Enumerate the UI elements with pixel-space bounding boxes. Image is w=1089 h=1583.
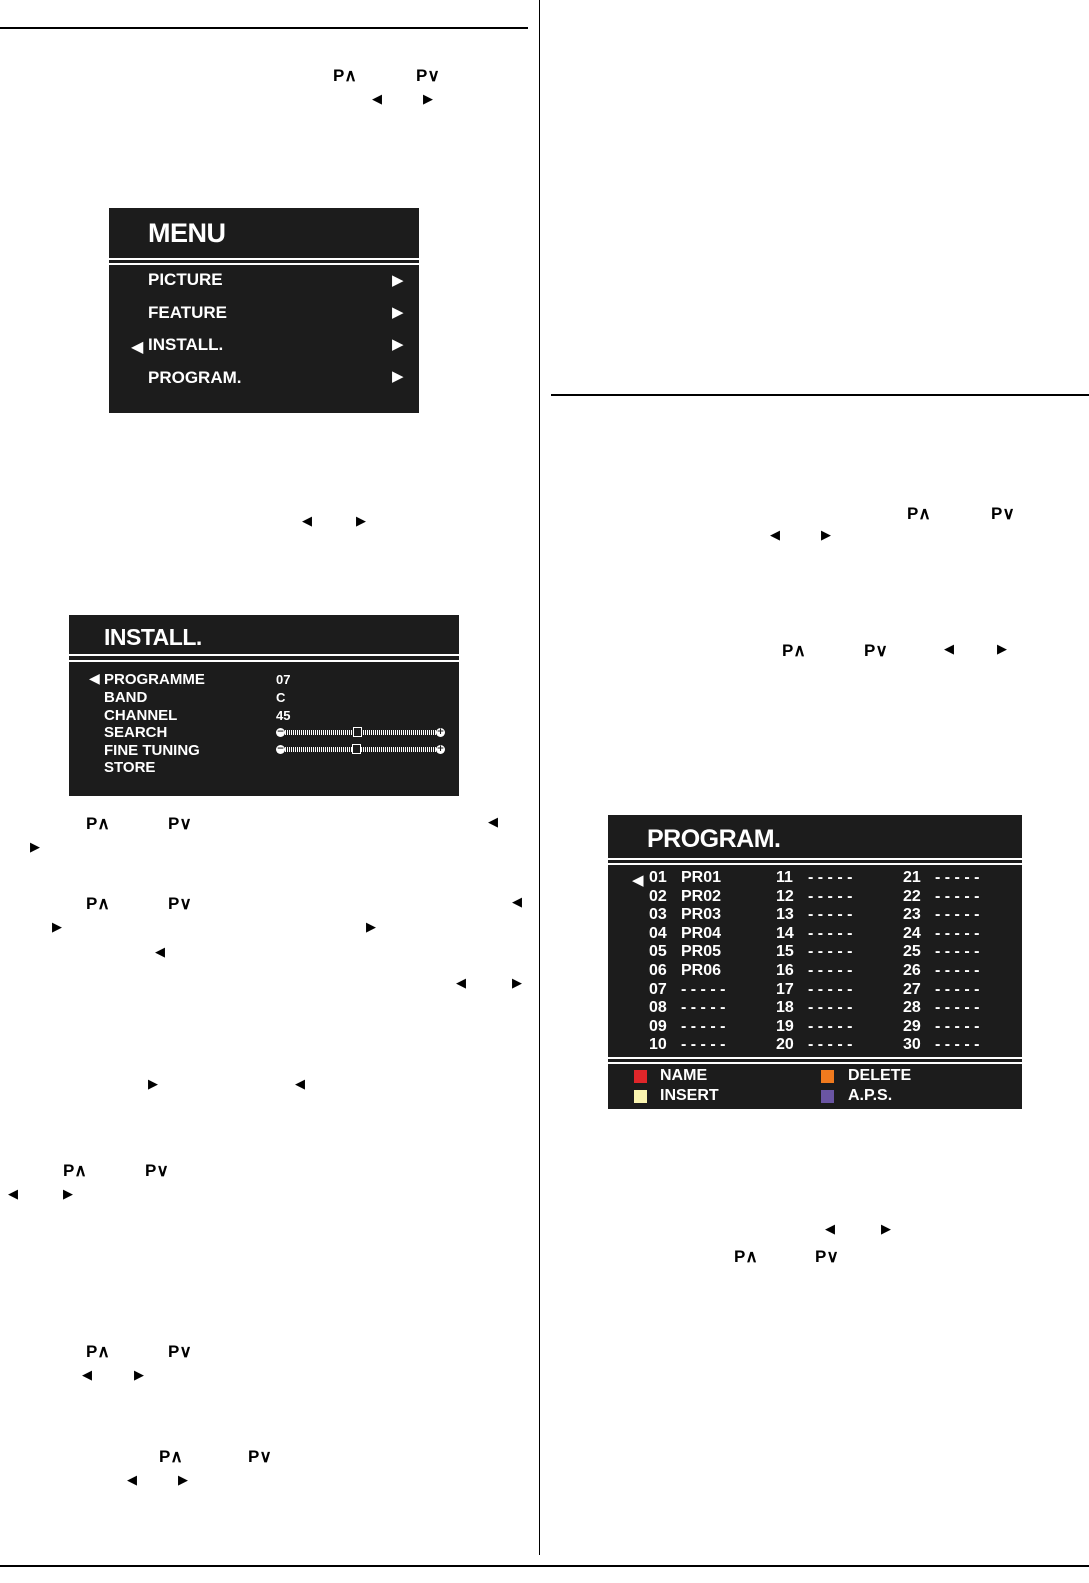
program-name: - - - - - bbox=[808, 943, 853, 961]
left-key-icon: ◀ bbox=[825, 1222, 835, 1237]
p-down-key-icon: P∨ bbox=[168, 814, 192, 833]
p-up-key-icon: P∧ bbox=[734, 1247, 758, 1266]
red-key-swatch bbox=[634, 1070, 647, 1083]
program-list-item[interactable] bbox=[649, 962, 721, 980]
left-key-icon: ◀ bbox=[372, 92, 382, 107]
yellow-key-swatch bbox=[634, 1090, 647, 1103]
program-name: - - - - - bbox=[808, 1017, 853, 1035]
menu-divider bbox=[109, 258, 419, 260]
right-key-icon: ▶ bbox=[63, 1187, 73, 1202]
p-down-key-icon: P∨ bbox=[168, 1342, 192, 1361]
p-down-key-icon: P∨ bbox=[991, 504, 1015, 523]
program-name: - - - - - bbox=[808, 906, 853, 924]
program-list-item[interactable] bbox=[776, 981, 852, 999]
program-number: 14 bbox=[776, 924, 794, 942]
install-value-channel: 45 bbox=[276, 708, 291, 723]
left-key-icon: ◀ bbox=[488, 815, 498, 830]
program-name: PR06 bbox=[681, 962, 722, 979]
legend-delete[interactable]: DELETE bbox=[848, 1067, 912, 1084]
p-up-key-icon: P∧ bbox=[86, 894, 110, 913]
program-name: - - - - - bbox=[808, 962, 853, 979]
program-list-item[interactable] bbox=[776, 906, 852, 924]
program-number: 27 bbox=[903, 980, 921, 998]
search-slider[interactable] bbox=[276, 728, 445, 736]
program-number: 30 bbox=[903, 1036, 921, 1054]
install-selection-icon: ◀ bbox=[89, 671, 100, 687]
program-name: - - - - - bbox=[808, 924, 853, 942]
left-key-icon: ◀ bbox=[155, 945, 165, 960]
program-list-item[interactable] bbox=[903, 999, 979, 1017]
program-number: 22 bbox=[903, 887, 921, 905]
program-name: - - - - - bbox=[681, 999, 726, 1017]
p-up-key-icon: P∧ bbox=[907, 504, 931, 523]
program-number: 15 bbox=[776, 943, 794, 961]
menu-item-install[interactable]: INSTALL. bbox=[148, 335, 224, 354]
left-key-icon: ◀ bbox=[302, 514, 312, 529]
p-up-key-icon: P∧ bbox=[86, 814, 110, 833]
program-name: - - - - - bbox=[935, 887, 980, 905]
program-number: 12 bbox=[776, 887, 794, 905]
left-key-icon: ◀ bbox=[8, 1187, 18, 1202]
program-list-item[interactable] bbox=[649, 1036, 725, 1054]
program-list-item[interactable] bbox=[903, 943, 979, 961]
submenu-arrow-icon: ▶ bbox=[392, 303, 404, 321]
right-key-icon: ▶ bbox=[366, 920, 376, 935]
p-down-key-icon: P∨ bbox=[864, 641, 888, 660]
program-number: 01 bbox=[649, 869, 667, 886]
program-name: - - - - - bbox=[935, 1036, 980, 1054]
install-value-band: C bbox=[276, 690, 286, 705]
program-list-item[interactable] bbox=[776, 962, 852, 980]
install-label-programme[interactable]: PROGRAMME bbox=[104, 671, 205, 688]
install-value-programme: 07 bbox=[276, 672, 291, 687]
fine-tuning-slider-knob[interactable] bbox=[352, 744, 361, 754]
program-name: - - - - - bbox=[935, 906, 980, 924]
program-list-item[interactable] bbox=[649, 888, 721, 906]
program-divider-2 bbox=[608, 863, 1022, 865]
install-divider-2 bbox=[69, 660, 459, 662]
p-down-key-icon: P∨ bbox=[145, 1161, 169, 1180]
program-list-item[interactable] bbox=[649, 869, 721, 887]
program-name: PR04 bbox=[681, 924, 722, 942]
install-title: INSTALL. bbox=[104, 624, 202, 650]
right-key-icon: ▶ bbox=[423, 92, 433, 107]
left-key-icon: ◀ bbox=[82, 1368, 92, 1383]
program-name: - - - - - bbox=[808, 999, 853, 1017]
program-title: PROGRAM. bbox=[647, 825, 781, 853]
program-osd bbox=[608, 815, 1022, 1109]
program-name: PR05 bbox=[681, 943, 722, 961]
program-name: - - - - - bbox=[808, 869, 853, 886]
menu-divider-2 bbox=[109, 263, 419, 265]
plus-icon: + bbox=[436, 744, 445, 754]
program-number: 28 bbox=[903, 999, 921, 1017]
program-number: 03 bbox=[649, 906, 667, 924]
section-rule-right bbox=[551, 394, 1089, 396]
right-key-icon: ▶ bbox=[356, 514, 366, 529]
program-number: 17 bbox=[776, 980, 794, 998]
p-down-key-icon: P∨ bbox=[815, 1247, 839, 1266]
right-key-icon: ▶ bbox=[134, 1368, 144, 1383]
program-number: 04 bbox=[649, 924, 667, 942]
program-name: - - - - - bbox=[935, 962, 980, 979]
program-list-item[interactable] bbox=[903, 906, 979, 924]
minus-icon: − bbox=[276, 727, 285, 737]
submenu-arrow-icon: ▶ bbox=[392, 271, 404, 289]
program-list-item[interactable] bbox=[649, 981, 725, 999]
program-name: - - - - - bbox=[935, 869, 980, 886]
right-key-icon: ▶ bbox=[881, 1222, 891, 1237]
right-key-icon: ▶ bbox=[52, 920, 62, 935]
install-label-fine-tuning[interactable]: FINE TUNING bbox=[104, 742, 200, 759]
menu-osd bbox=[109, 208, 419, 413]
program-list-item[interactable] bbox=[776, 869, 852, 887]
program-number: 19 bbox=[776, 1017, 794, 1035]
program-name: PR03 bbox=[681, 906, 722, 924]
program-name: - - - - - bbox=[681, 980, 726, 998]
program-list-item[interactable] bbox=[649, 943, 721, 961]
program-number: 13 bbox=[776, 906, 794, 924]
minus-icon: − bbox=[276, 744, 285, 754]
p-up-key-icon: P∧ bbox=[782, 641, 806, 660]
program-number: 21 bbox=[903, 869, 921, 886]
left-key-icon: ◀ bbox=[127, 1473, 137, 1488]
program-list-item[interactable] bbox=[903, 962, 979, 980]
program-list-item[interactable] bbox=[776, 943, 852, 961]
program-number: 06 bbox=[649, 962, 667, 979]
program-selection-icon: ◀ bbox=[632, 871, 644, 889]
right-key-icon: ▶ bbox=[178, 1473, 188, 1488]
program-list-item[interactable] bbox=[776, 1036, 852, 1054]
plus-icon: + bbox=[436, 727, 445, 737]
legend-aps[interactable]: A.P.S. bbox=[848, 1087, 893, 1104]
program-name: PR01 bbox=[681, 869, 722, 886]
right-key-icon: ▶ bbox=[997, 642, 1007, 657]
left-key-icon: ◀ bbox=[456, 976, 466, 991]
program-name: - - - - - bbox=[808, 1036, 853, 1054]
program-number: 16 bbox=[776, 962, 794, 979]
menu-selection-icon: ◀ bbox=[131, 337, 144, 356]
program-list-item[interactable] bbox=[903, 1036, 979, 1054]
program-name: - - - - - bbox=[808, 980, 853, 998]
program-legend-divider-2 bbox=[608, 1062, 1022, 1064]
left-key-icon: ◀ bbox=[512, 895, 522, 910]
program-list-item[interactable] bbox=[776, 888, 852, 906]
program-number: 07 bbox=[649, 980, 667, 998]
legend-insert[interactable]: INSERT bbox=[660, 1087, 719, 1104]
program-list-item[interactable] bbox=[649, 999, 725, 1017]
program-name: - - - - - bbox=[935, 980, 980, 998]
program-list-item[interactable] bbox=[649, 906, 721, 924]
submenu-arrow-icon: ▶ bbox=[392, 367, 404, 385]
program-number: 29 bbox=[903, 1017, 921, 1035]
program-number: 10 bbox=[649, 1036, 667, 1054]
p-down-key-icon: P∨ bbox=[416, 66, 440, 85]
program-number: 25 bbox=[903, 943, 921, 961]
right-key-icon: ▶ bbox=[30, 840, 40, 855]
program-name: - - - - - bbox=[935, 924, 980, 942]
install-label-store[interactable]: STORE bbox=[104, 759, 156, 776]
program-number: 11 bbox=[776, 869, 793, 886]
purple-key-swatch bbox=[821, 1090, 834, 1103]
program-list-item[interactable] bbox=[903, 869, 979, 887]
program-list-item[interactable] bbox=[903, 888, 979, 906]
program-list-item[interactable] bbox=[776, 999, 852, 1017]
program-number: 18 bbox=[776, 999, 794, 1017]
program-number: 09 bbox=[649, 1017, 667, 1035]
program-number: 08 bbox=[649, 999, 667, 1017]
program-number: 05 bbox=[649, 943, 667, 961]
right-key-icon: ▶ bbox=[821, 528, 831, 543]
p-down-key-icon: P∨ bbox=[248, 1447, 272, 1466]
program-list-item[interactable] bbox=[649, 1018, 725, 1036]
program-number: 20 bbox=[776, 1036, 794, 1054]
fine-tuning-slider[interactable] bbox=[276, 745, 445, 753]
p-up-key-icon: P∧ bbox=[86, 1342, 110, 1361]
program-list-item[interactable] bbox=[903, 925, 979, 943]
menu-title: MENU bbox=[148, 218, 226, 248]
program-name: - - - - - bbox=[808, 887, 853, 905]
program-number: 26 bbox=[903, 962, 921, 979]
program-list-item[interactable] bbox=[649, 925, 721, 943]
install-osd bbox=[69, 615, 459, 796]
top-rule-left bbox=[0, 27, 528, 29]
program-number: 24 bbox=[903, 924, 921, 942]
install-label-search[interactable]: SEARCH bbox=[104, 724, 168, 741]
left-key-icon: ◀ bbox=[770, 528, 780, 543]
program-name: - - - - - bbox=[935, 999, 980, 1017]
right-key-icon: ▶ bbox=[148, 1077, 158, 1092]
left-key-icon: ◀ bbox=[944, 642, 954, 657]
program-number: 02 bbox=[649, 887, 667, 905]
p-up-key-icon: P∧ bbox=[333, 66, 357, 85]
program-number: 23 bbox=[903, 906, 921, 924]
install-divider bbox=[69, 654, 459, 656]
program-list-item[interactable] bbox=[903, 1018, 979, 1036]
program-name: PR02 bbox=[681, 887, 722, 905]
p-down-key-icon: P∨ bbox=[168, 894, 192, 913]
submenu-arrow-icon: ▶ bbox=[392, 335, 404, 353]
program-legend-divider bbox=[608, 1057, 1022, 1059]
program-list-item[interactable] bbox=[776, 925, 852, 943]
program-list-item[interactable] bbox=[903, 981, 979, 999]
program-list-item[interactable] bbox=[776, 1018, 852, 1036]
right-key-icon: ▶ bbox=[512, 976, 522, 991]
program-name: - - - - - bbox=[935, 1017, 980, 1035]
search-slider-knob[interactable] bbox=[353, 727, 362, 737]
install-label-channel[interactable]: CHANNEL bbox=[104, 707, 178, 724]
menu-item-feature[interactable]: FEATURE bbox=[148, 303, 228, 322]
menu-item-picture[interactable]: PICTURE bbox=[148, 270, 223, 289]
p-up-key-icon: P∧ bbox=[63, 1161, 87, 1180]
program-name: - - - - - bbox=[681, 1017, 726, 1035]
p-up-key-icon: P∧ bbox=[159, 1447, 183, 1466]
bottom-rule bbox=[0, 1565, 1089, 1567]
program-name: - - - - - bbox=[935, 943, 980, 961]
orange-key-swatch bbox=[821, 1070, 834, 1083]
program-divider bbox=[608, 858, 1022, 860]
program-name: - - - - - bbox=[681, 1036, 726, 1054]
column-divider bbox=[539, 0, 540, 1555]
left-key-icon: ◀ bbox=[295, 1077, 305, 1092]
legend-name[interactable]: NAME bbox=[660, 1067, 708, 1084]
menu-item-program[interactable]: PROGRAM. bbox=[148, 368, 242, 387]
install-label-band[interactable]: BAND bbox=[104, 689, 148, 706]
